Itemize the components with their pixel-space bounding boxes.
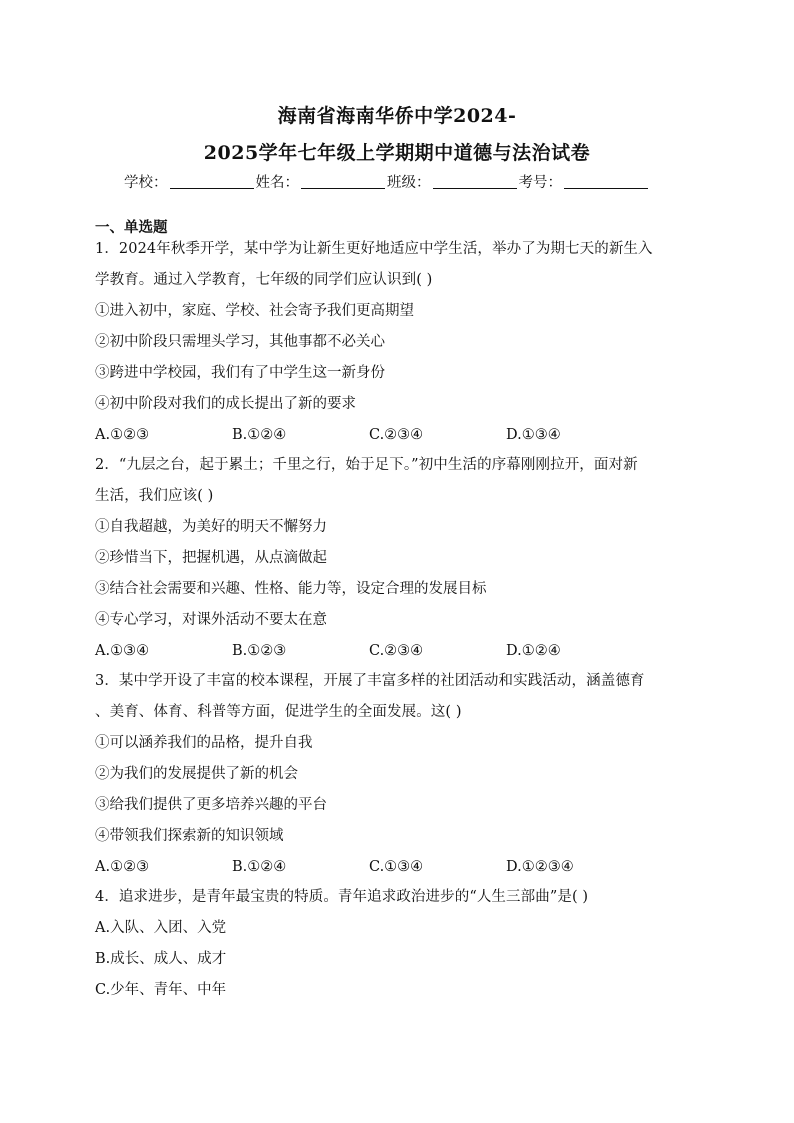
question-1-item: ④初中阶段对我们的成长提出了新的要求 [95, 396, 356, 412]
question-1-stem-line2: 学教育。通过入学教育，七年级的同学们应认识到( ) [95, 272, 433, 288]
section-title: 一、单选题 [95, 219, 168, 236]
exam-number-field [519, 171, 649, 192]
question-1-item: ①进入初中，家庭、学校、社会寄予我们更高期望 [95, 303, 414, 319]
option-b[interactable]: B.①②④ [232, 859, 287, 875]
class-blank [433, 174, 517, 189]
option-c[interactable]: C.②③④ [369, 643, 424, 659]
question-1-item: ②初中阶段只需埋头学习，其他事都不必关心 [95, 334, 385, 350]
option-a[interactable]: A.入队、入团、入党 [95, 920, 227, 936]
question-2-options [95, 640, 700, 670]
school-field [124, 171, 254, 192]
question-1-stem-line1: 1．2024年秋季开学，某中学为让新生更好地适应中学生活，举办了为期七天的新生入 [95, 241, 653, 257]
question-2-stem-line1: 2．“九层之台，起于累土；千里之行，始于足下。”初中生活的序幕刚刚拉开，面对新 [95, 457, 638, 473]
question-3-options [95, 856, 700, 886]
option-c[interactable]: C.②③④ [369, 427, 424, 443]
question-3-stem-line1: 3．某中学开设了丰富的校本课程，开展了丰富多样的社团活动和实践活动，涵盖德育 [95, 673, 645, 689]
student-info-line [124, 171, 650, 192]
question-2-item: ②珍惜当下，把握机遇，从点滴做起 [95, 550, 327, 566]
option-d[interactable]: D.①③④ [506, 427, 561, 443]
exam-title-line1: 海南省海南华侨中学2024- [277, 105, 517, 127]
question-4-stem-line1: 4．追求进步，是青年最宝贵的特质。青年追求政治进步的“人生三部曲”是( ) [95, 889, 589, 905]
option-c[interactable]: C.少年、青年、中年 [95, 982, 227, 998]
option-c[interactable]: C.①③④ [369, 859, 424, 875]
question-1-item: ③跨进中学校园，我们有了中学生这一新身份 [95, 365, 385, 381]
question-2-item: ④专心学习，对课外活动不要太在意 [95, 612, 327, 628]
question-2-item: ①自我超越，为美好的明天不懈努力 [95, 519, 327, 535]
option-d[interactable]: D.①②③④ [506, 859, 574, 875]
name-field [256, 171, 386, 192]
option-a[interactable]: A.①②③ [95, 859, 150, 875]
class-field [387, 171, 517, 192]
question-2-stem-line2: 生活，我们应该( ) [95, 488, 214, 504]
question-3-item: ③给我们提供了更多培养兴趣的平台 [95, 797, 327, 813]
questions-list [95, 238, 700, 1010]
exam-title-line2: 2025学年七年级上学期期中道德与法治试卷 [203, 142, 591, 164]
exam-number-label: 考号： [518, 175, 562, 191]
option-d[interactable]: D.①②④ [506, 643, 561, 659]
school-blank [170, 174, 254, 189]
option-b[interactable]: B.①②③ [232, 643, 287, 659]
school-label: 学校： [124, 175, 168, 191]
question-3-item: ④带领我们探索新的知识领域 [95, 828, 284, 844]
question-2-item: ③结合社会需要和兴趣、性格、能力等，设定合理的发展目标 [95, 581, 487, 597]
name-label: 姓名： [255, 175, 299, 191]
exam-number-blank [564, 174, 648, 189]
option-b[interactable]: B.成长、成人、成才 [95, 951, 227, 967]
option-a[interactable]: A.①②③ [95, 427, 150, 443]
option-b[interactable]: B.①②④ [232, 427, 287, 443]
question-1-options [95, 424, 700, 454]
option-a[interactable]: A.①③④ [95, 643, 150, 659]
class-label: 班级： [387, 175, 431, 191]
name-blank [301, 174, 385, 189]
question-3-item: ②为我们的发展提供了新的机会 [95, 766, 298, 782]
question-3-item: ①可以涵养我们的品格，提升自我 [95, 735, 313, 751]
question-3-stem-line2: 、美育、体育、科普等方面，促进学生的全面发展。这( ) [95, 704, 462, 720]
